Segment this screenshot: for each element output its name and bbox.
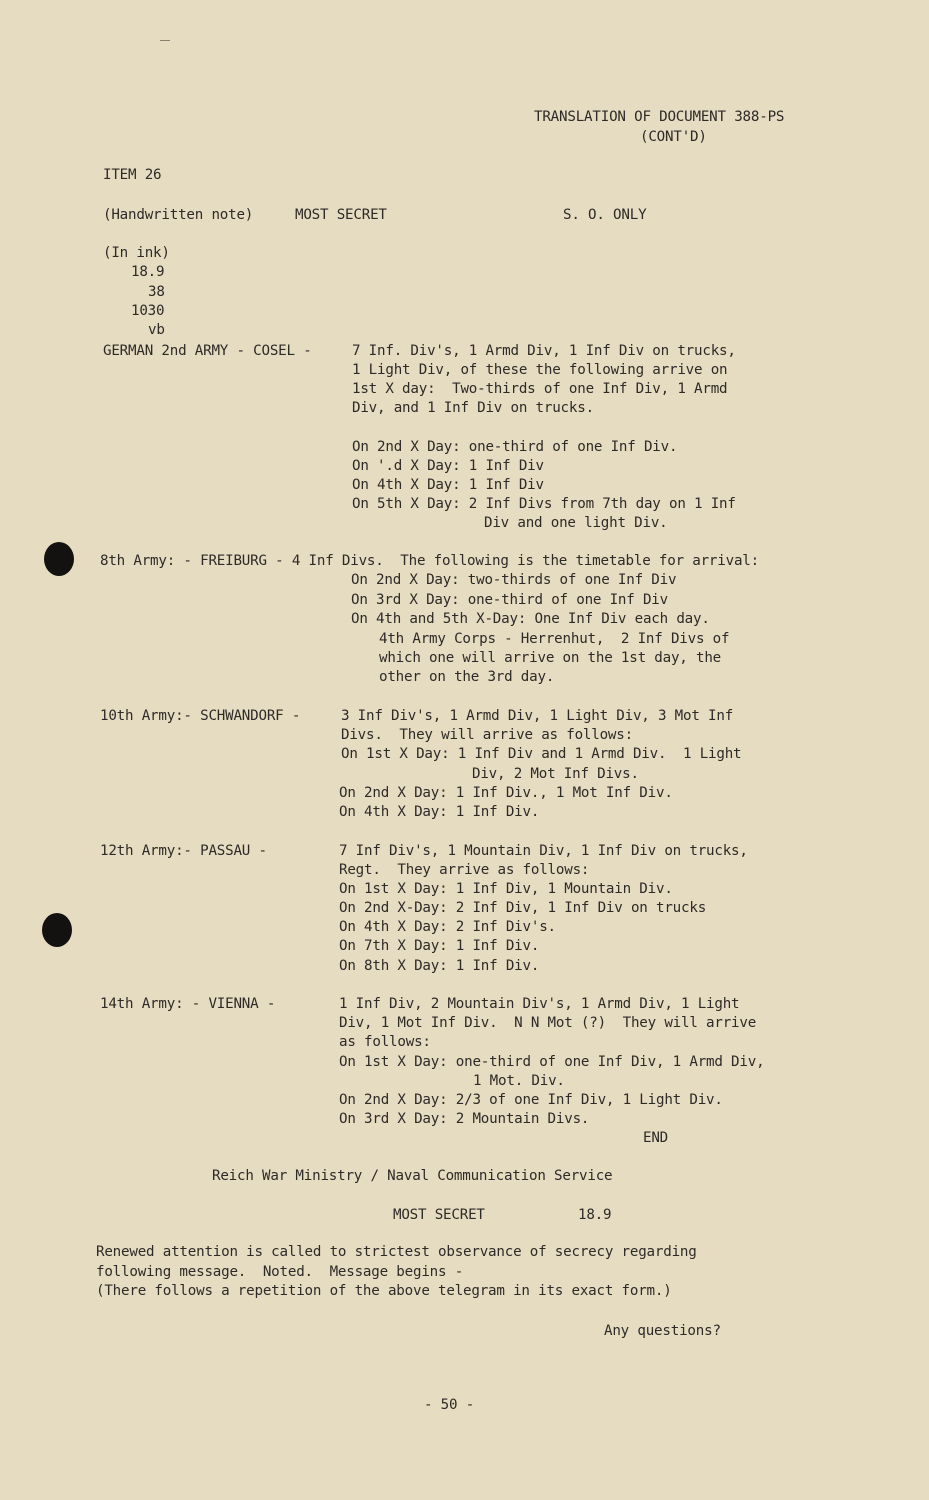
punch-hole-bottom [42,913,72,947]
army-line: On '.d X Day: 1 Inf Div [352,458,544,474]
ministry-line: Reich War Ministry / Naval Communication Service [212,1168,613,1184]
army-line: On 4th and 5th X-Day: One Inf Div each day. [351,611,710,627]
army-line: other on the 3rd day. [379,669,555,685]
army-label-14th: 14th Army: - VIENNA - [100,996,276,1012]
doc-title-cont: (CONT'D) [640,129,707,145]
footer-most-secret: MOST SECRET [393,1207,485,1223]
handwritten-note-label: (Handwritten note) [103,207,254,223]
army-line: On 1st X Day: one-third of one Inf Div, 1 Armd Div, [339,1054,765,1070]
army-line: 1st X day: Two-thirds of one Inf Div, 1 Armd [352,381,728,397]
army-line: On 4th X Day: 1 Inf Div. [339,804,540,820]
army-line: On 8th X Day: 1 Inf Div. [339,958,540,974]
army-line: Regt. They arrive as follows: [339,862,590,878]
army-line: On 4th X Day: 2 Inf Div's. [339,919,556,935]
ink-line: 18.9 [131,264,165,280]
army-line: On 2nd X Day: two-thirds of one Inf Div [351,572,677,588]
army-line: On 4th X Day: 1 Inf Div [352,477,544,493]
army-line: Divs. They will arrive as follows: [341,727,633,743]
army-label-12th: 12th Army:- PASSAU - [100,843,267,859]
army-line: On 2nd X Day: 2/3 of one Inf Div, 1 Light Div. [339,1092,723,1108]
army-line: On 7th X Day: 1 Inf Div. [339,938,540,954]
army-line: Div, 2 Mot Inf Divs. [472,766,639,782]
army-label-2nd: GERMAN 2nd ARMY - COSEL - [103,343,312,359]
army-line: 1 Light Div, of these the following arrive on [352,362,728,378]
army-line: On 1st X Day: 1 Inf Div, 1 Mountain Div. [339,881,673,897]
any-questions: Any questions? [604,1323,721,1339]
page-number: - 50 - [424,1397,475,1413]
army-line: 7 Inf Div's, 1 Mountain Div, 1 Inf Div on trucks, [339,843,748,859]
ink-label: (In ink) [103,245,170,261]
army-line: On 3rd X Day: one-third of one Inf Div [351,592,668,608]
army-line: Div and one light Div. [484,515,668,531]
army-line: Div, and 1 Inf Div on trucks. [352,400,594,416]
item-number: ITEM 26 [103,167,162,183]
army-line: On 2nd X Day: 1 Inf Div., 1 Mot Inf Div. [339,785,673,801]
end-marker: END [643,1130,669,1146]
army-label-10th: 10th Army:- SCHWANDORF - [100,708,301,724]
punch-hole-top [44,542,74,576]
ink-line: 38 [148,284,165,300]
ink-line: vb [148,322,165,338]
army-line: 7 Inf. Div's, 1 Armd Div, 1 Inf Div on trucks, [352,343,736,359]
army-line: On 2nd X-Day: 2 Inf Div, 1 Inf Div on trucks [339,900,707,916]
army-label-8th: 8th Army: - FREIBURG - 4 Inf Divs. The following is the timetable for arrival: [100,553,759,569]
army-line: 1 Mot. Div. [473,1073,565,1089]
army-line: 3 Inf Div's, 1 Armd Div, 1 Light Div, 3 Mot Inf [341,708,734,724]
army-line: as follows: [339,1034,431,1050]
footer-number: 18.9 [578,1207,612,1223]
army-line: On 3rd X Day: 2 Mountain Divs. [339,1111,590,1127]
army-line: 1 Inf Div, 2 Mountain Div's, 1 Armd Div, 1 Light [339,996,740,1012]
ink-line: 1030 [131,303,165,319]
renewed-line: following message. Noted. Message begins - [96,1264,464,1280]
renewed-line: (There follows a repetition of the above telegram in its exact form.) [96,1283,672,1299]
army-line: Div, 1 Mot Inf Div. N N Mot (?) They will arrive [339,1015,757,1031]
army-line: On 1st X Day: 1 Inf Div and 1 Armd Div. 1 Light [341,746,742,762]
army-line: On 5th X Day: 2 Inf Divs from 7th day on 1 Inf [352,496,736,512]
so-only-label: S. O. ONLY [563,207,647,223]
most-secret-label: MOST SECRET [295,207,387,223]
doc-title: TRANSLATION OF DOCUMENT 388-PS [534,109,785,125]
renewed-line: Renewed attention is called to strictest observance of secrecy regarding [96,1244,697,1260]
army-line: which one will arrive on the 1st day, the [379,650,722,666]
army-line: On 2nd X Day: one-third of one Inf Div. [352,439,678,455]
army-line: 4th Army Corps - Herrenhut, 2 Inf Divs of [379,631,730,647]
